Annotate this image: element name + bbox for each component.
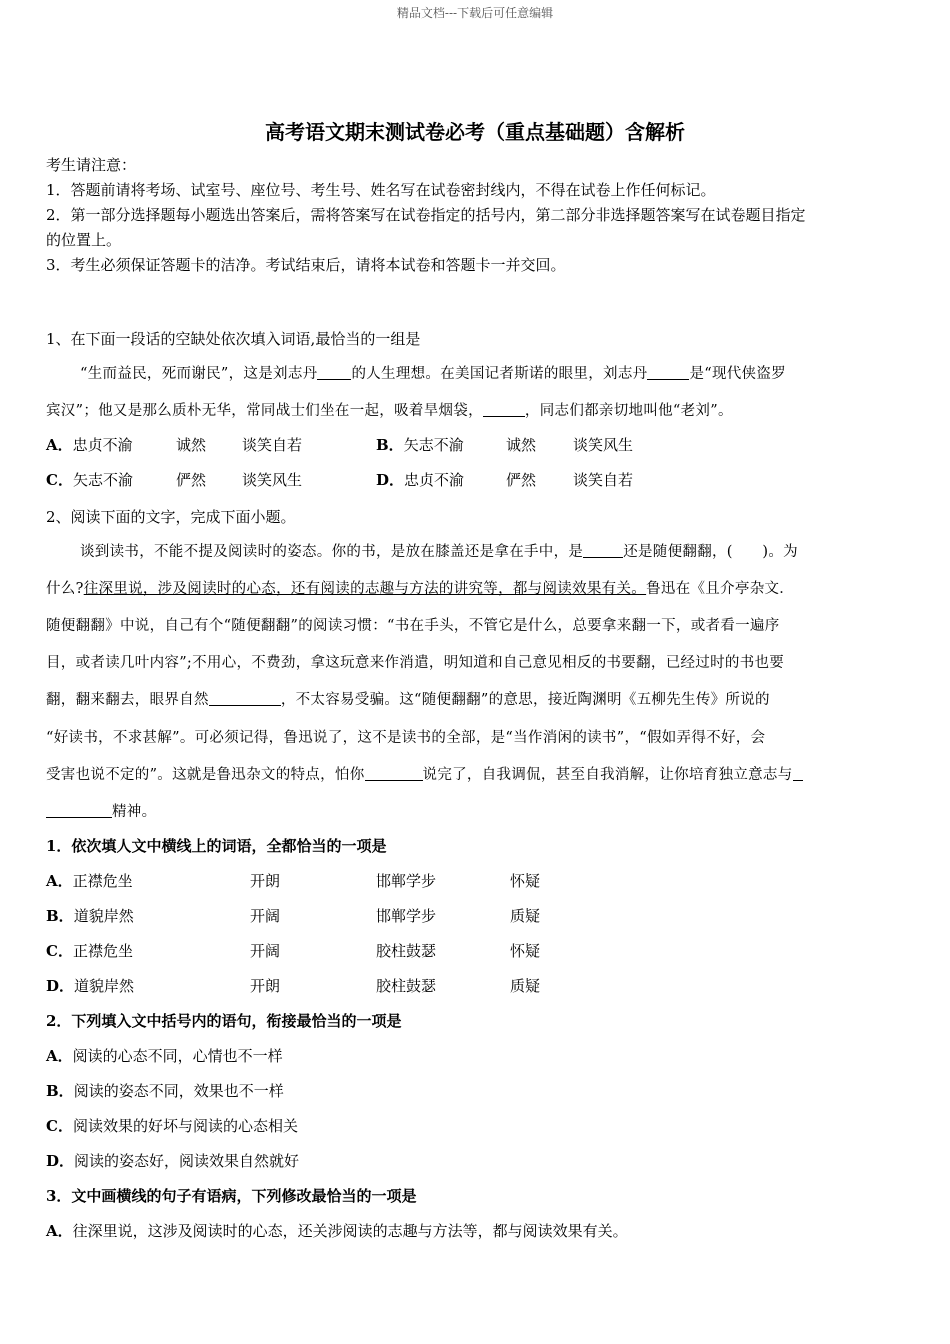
notice-item-2-cont: 的位置上。 [46,231,122,249]
q2-blank-3[interactable] [365,766,423,782]
sub1-option-a[interactable]: A．正襟危坐 [46,872,133,890]
sub3-stem: 3．文中画横线的句子有语病，下列修改最恰当的一项是 [46,1187,417,1205]
page-title: 高考语文期末测试卷必考（重点基础题）含解析 [265,120,685,144]
q1-option-b[interactable]: B．矢志不渝 [376,436,464,454]
sub1-option-d-word2: 开朗 [250,977,281,995]
q1-option-a[interactable]: A．忠贞不渝 [46,436,133,454]
q1-option-b-word2: 诚然 [506,436,537,454]
sub1-option-c-word3: 胶柱鼓瑟 [376,942,437,960]
q2-passage-line2: 什么?往深里说，涉及阅读时的心态，还有阅读的志趣与方法的讲究等，都与阅读效果有关。鲁迅在《且介亭杂文． [46,581,795,597]
q1-option-a-word2: 诚然 [176,436,207,454]
q1-option-d-word2: 俨然 [506,471,537,489]
sub1-option-d-word4: 质疑 [510,977,541,995]
q2-blank-4-start[interactable] [793,766,803,782]
sub1-option-b-word4: 质疑 [510,907,541,925]
q1-passage-line1: “生而益民，死而谢民”，这是刘志丹 的人生理想。在美国记者斯诺的眼里，刘志丹 是“现代侠盗罗 [80,366,786,382]
q2-passage-line1: 谈到读书，不能不提及阅读时的姿态。你的书，是放在膝盖还是拿在手中，是 还是随便翻翻，( )。为 [80,544,798,560]
sub1-option-c-word2: 开阔 [250,942,281,960]
q1-option-c-word2: 俨然 [176,471,207,489]
notice-item-1: 1．答题前请将考场、试室号、座位号、考生号、姓名写在试卷密封线内，不得在试卷上作任何标记。 [46,181,716,199]
sub1-option-a-word4: 怀疑 [510,872,541,890]
sub3-option-a[interactable]: A．往深里说，这涉及阅读时的心态，还关涉阅读的志趣与方法等，都与阅读效果有关。 [46,1222,628,1240]
q1-option-d[interactable]: D．忠贞不渝 [376,471,465,489]
q2-blank-2[interactable] [209,691,281,707]
sub1-option-b-word3: 邯郸学步 [376,907,437,925]
sub2-stem: 2．下列填入文中括号内的语句，衔接最恰当的一项是 [46,1012,402,1030]
q1-option-c-word3: 谈笑风生 [242,471,303,489]
q2-passage-line5: 翻，翻来翻去，眼界自然 ，不太容易受骗。这“随便翻翻”的意思，接近陶渊明《五柳先生传》所说的 [46,692,770,708]
notice-item-2: 2．第一部分选择题每小题选出答案后，需将答案写在试卷指定的括号内，第二部分非选择题答案写在试卷题目指定 [46,206,806,224]
q2-passage-line7: 受害也说不定的”。这就是鲁迅杂文的特点，怕你 说完了，自我调侃，甚至自我消解，让你培育独立意志与 [46,763,803,784]
sub1-option-c[interactable]: C．正襟危坐 [46,942,133,960]
sub1-option-c-word4: 怀疑 [510,942,541,960]
sub1-option-a-word3: 邯郸学步 [376,872,437,890]
q2-blank-1[interactable] [583,543,623,559]
q1-option-d-word3: 谈笑自若 [573,471,634,489]
sub1-stem: 1．依次填人文中横线上的词语，全都恰当的一项是 [46,837,387,855]
sub1-option-a-word2: 开朗 [250,872,281,890]
underlined-sentence: 往深里说，涉及阅读时的心态，还有阅读的志趣与方法的讲究等，都与阅读效果有关。 [83,581,647,597]
q2-passage-line8: 精神。 [46,800,156,821]
q2-passage-line3: 随便翻翻》中说，自己有个“随便翻翻”的阅读习惯：“书在手头，不管它是什么，总要拿来翻一下，或者看一遍序 [46,618,780,634]
q1-option-b-word3: 谈笑风生 [573,436,634,454]
q2-passage-line4: 目，或者读几叶内容”;不用心，不费劲，拿这玩意来作消遣，明知道和自己意见相反的书要翻，已经过时的书也要 [46,655,785,671]
q1-passage-line2: 宾汉”；他又是那么质朴无华，常同战士们坐在一起，吸着旱烟袋， ，同志们都亲切地叫他“老刘”。 [46,403,733,419]
sub1-option-b[interactable]: B．道貌岸然 [46,907,134,925]
q2-stem: 2、阅读下面的文字，完成下面小题。 [46,508,296,526]
notice-heading: 考生请注意： [46,156,137,174]
q2-passage-line6: “好读书，不求甚解”。可必须记得，鲁迅说了，这不是读书的全部，是“当作消闲的读书”，“假如弄得不好，会 [46,730,766,746]
page-header: 精品文档---下载后可任意编辑 [396,6,554,20]
q1-stem: 1、在下面一段话的空缺处依次填入词语,最恰当的一组是 [46,330,421,348]
sub2-option-a[interactable]: A．阅读的心态不同，心情也不一样 [46,1047,283,1065]
sub1-option-d-word3: 胶柱鼓瑟 [376,977,437,995]
q1-option-c[interactable]: C．矢志不渝 [46,471,133,489]
sub1-option-b-word2: 开阔 [250,907,281,925]
notice-item-3: 3．考生必须保证答题卡的洁净。考试结束后，请将本试卷和答题卡一并交回。 [46,256,566,274]
sub2-option-c[interactable]: C．阅读效果的好坏与阅读的心态相关 [46,1117,298,1135]
q2-blank-4[interactable] [46,803,112,819]
sub1-option-d[interactable]: D．道貌岸然 [46,977,135,995]
q1-blank-2[interactable] [647,365,689,381]
sub2-option-d[interactable]: D．阅读的姿态好，阅读效果自然就好 [46,1152,300,1170]
q1-blank-3[interactable] [483,402,525,418]
q1-blank-1[interactable] [317,365,351,381]
sub2-option-b[interactable]: B．阅读的姿态不同，效果也不一样 [46,1082,284,1100]
q1-option-a-word3: 谈笑自若 [242,436,303,454]
